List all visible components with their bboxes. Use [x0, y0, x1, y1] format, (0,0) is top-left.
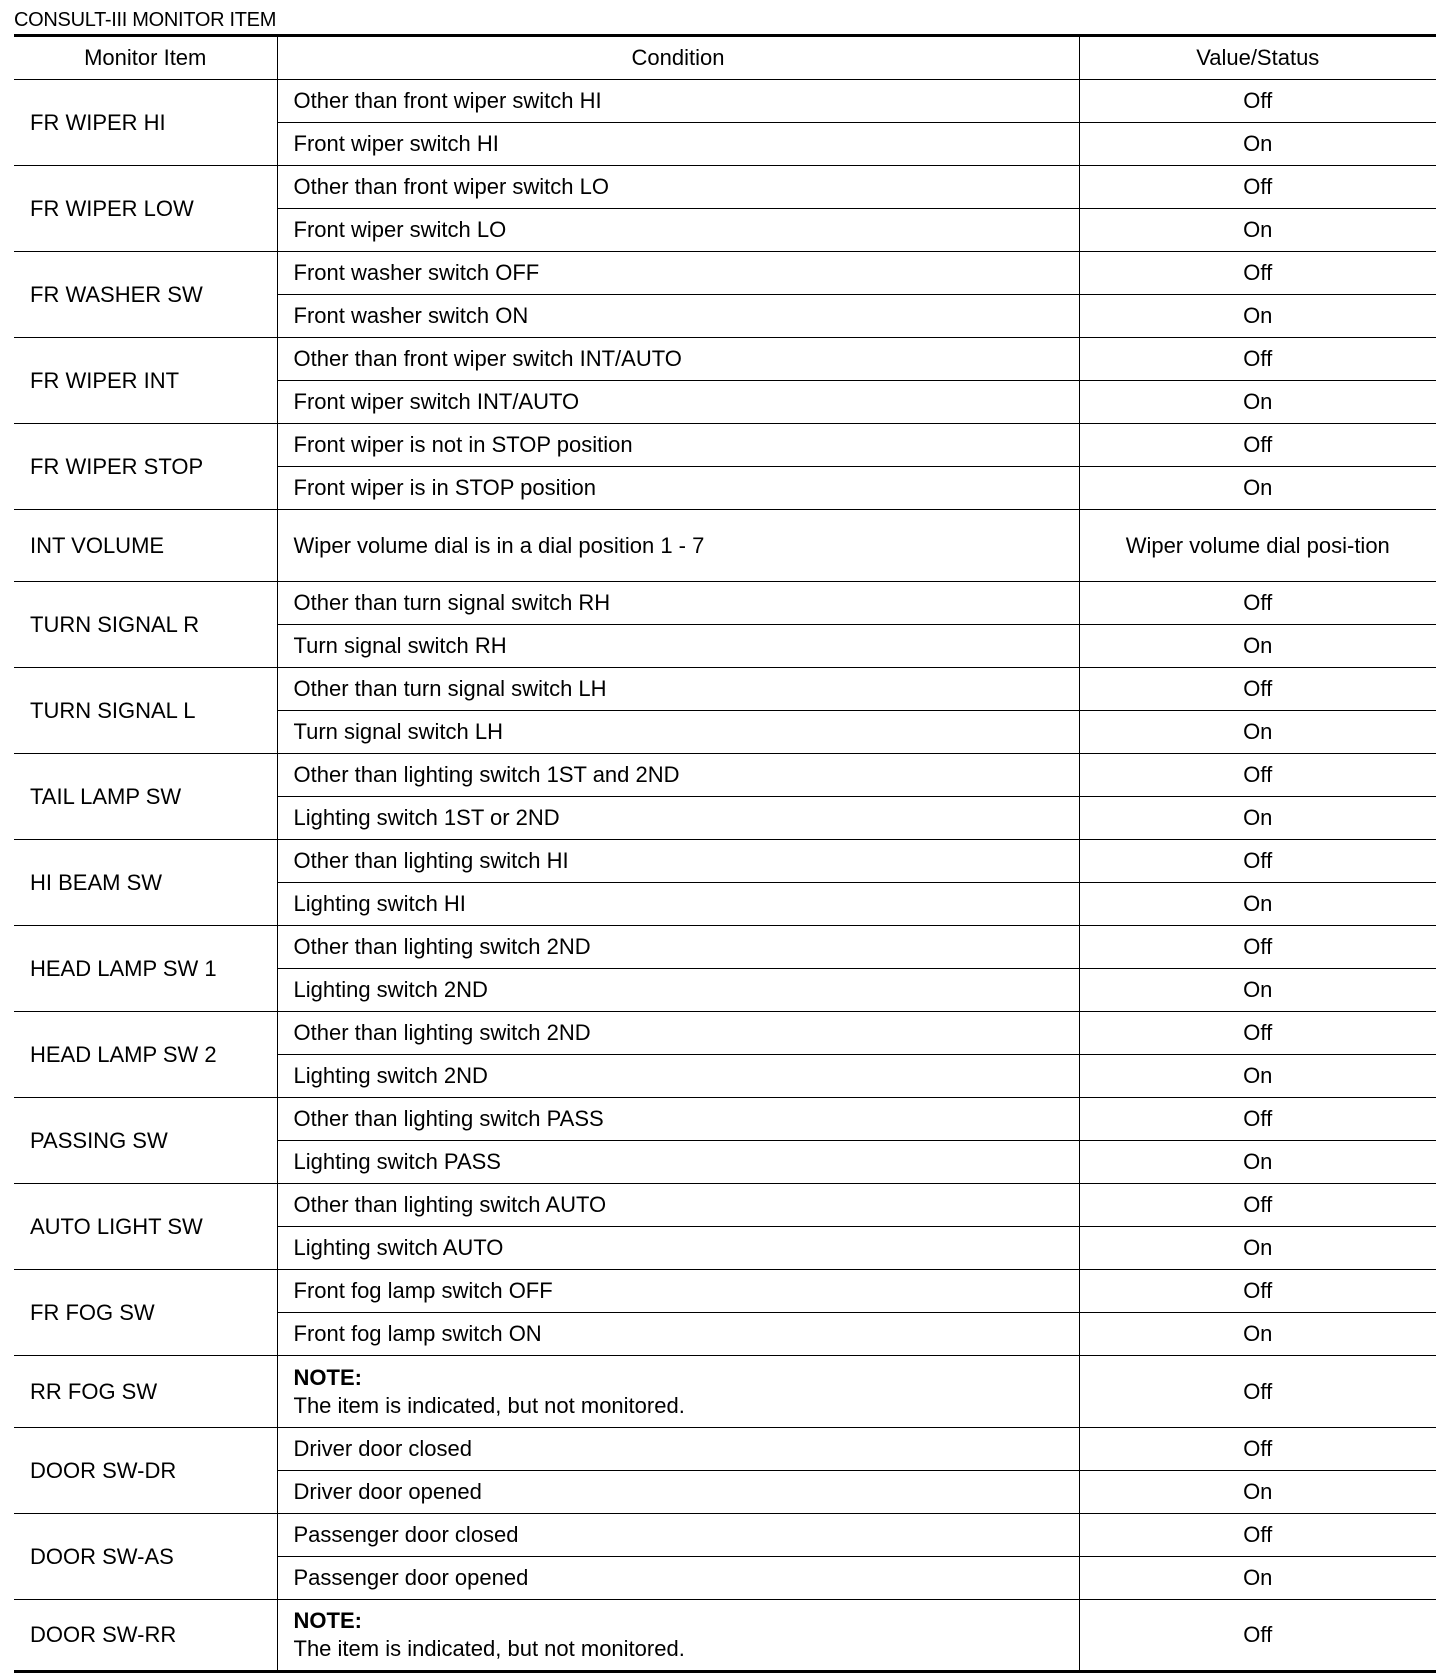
value-status-cell: Off — [1079, 424, 1436, 467]
value-status-cell: On — [1079, 1141, 1436, 1184]
monitor-item-cell: FR WIPER LOW — [14, 166, 277, 252]
condition-cell: Other than lighting switch 2ND — [277, 1012, 1079, 1055]
value-status-cell: Off — [1079, 1600, 1436, 1672]
value-status-cell: On — [1079, 1055, 1436, 1098]
condition-cell: Passenger door closed — [277, 1514, 1079, 1557]
condition-cell: Front wiper switch INT/AUTO — [277, 381, 1079, 424]
value-status-cell: On — [1079, 467, 1436, 510]
condition-cell: Other than lighting switch PASS — [277, 1098, 1079, 1141]
table-row — [14, 668, 1436, 711]
condition-cell: Front washer switch OFF — [277, 252, 1079, 295]
value-status-cell: On — [1079, 1557, 1436, 1600]
table-row — [14, 338, 1436, 381]
table-row — [14, 582, 1436, 625]
condition-cell: Lighting switch 1ST or 2ND — [277, 797, 1079, 840]
monitor-item-cell: FR WIPER STOP — [14, 424, 277, 510]
value-status-cell: On — [1079, 381, 1436, 424]
table-body — [14, 80, 1436, 1672]
monitor-item-cell: DOOR SW-DR — [14, 1428, 277, 1514]
table-row — [14, 1428, 1436, 1471]
monitor-item-cell: HI BEAM SW — [14, 840, 277, 926]
value-status-cell: On — [1079, 625, 1436, 668]
value-status-cell: Off — [1079, 754, 1436, 797]
monitor-item-cell: FR FOG SW — [14, 1270, 277, 1356]
header-row — [14, 36, 1436, 80]
condition-cell: Other than front wiper switch LO — [277, 166, 1079, 209]
value-status-cell: On — [1079, 1313, 1436, 1356]
monitor-item-cell: TURN SIGNAL R — [14, 582, 277, 668]
value-status-cell: Off — [1079, 80, 1436, 123]
condition-cell: Wiper volume dial is in a dial position 1 - 7 — [277, 510, 1079, 582]
condition-cell: Front wiper is not in STOP position — [277, 424, 1079, 467]
table-row — [14, 840, 1436, 883]
condition-cell: Other than turn signal switch LH — [277, 668, 1079, 711]
condition-cell: Other than front wiper switch HI — [277, 80, 1079, 123]
value-status-cell: Wiper volume dial posi-tion — [1079, 510, 1436, 582]
value-status-cell: On — [1079, 295, 1436, 338]
monitor-item-cell: HEAD LAMP SW 1 — [14, 926, 277, 1012]
value-status-cell: Off — [1079, 166, 1436, 209]
condition-cell — [277, 1356, 1079, 1428]
table-row — [14, 252, 1436, 295]
table-row — [14, 1514, 1436, 1557]
condition-cell: Passenger door opened — [277, 1557, 1079, 1600]
table-row — [14, 1012, 1436, 1055]
note-label: NOTE: — [293, 1364, 362, 1390]
monitor-item-cell: AUTO LIGHT SW — [14, 1184, 277, 1270]
value-status-cell: Off — [1079, 840, 1436, 883]
monitor-item-cell: TAIL LAMP SW — [14, 754, 277, 840]
condition-cell: Turn signal switch RH — [277, 625, 1079, 668]
condition-cell: Other than turn signal switch RH — [277, 582, 1079, 625]
monitor-item-cell: FR WASHER SW — [14, 252, 277, 338]
value-status-cell: Off — [1079, 926, 1436, 969]
value-status-cell: On — [1079, 209, 1436, 252]
table-row — [14, 424, 1436, 467]
table-row — [14, 1098, 1436, 1141]
table-row — [14, 1270, 1436, 1313]
condition-cell: Front wiper is in STOP position — [277, 467, 1079, 510]
note-text: The item is indicated, but not monitored. — [293, 1636, 685, 1661]
condition-cell: Lighting switch 2ND — [277, 1055, 1079, 1098]
monitor-item-cell: TURN SIGNAL L — [14, 668, 277, 754]
value-status-cell: On — [1079, 969, 1436, 1012]
condition-cell: Front washer switch ON — [277, 295, 1079, 338]
condition-cell: Front wiper switch HI — [277, 123, 1079, 166]
condition-cell — [277, 1600, 1079, 1672]
table-row — [14, 80, 1436, 123]
note-text: The item is indicated, but not monitored. — [293, 1392, 685, 1418]
condition-cell: Other than lighting switch 1ST and 2ND — [277, 754, 1079, 797]
table-row — [14, 754, 1436, 797]
value-status-cell: Off — [1079, 668, 1436, 711]
monitor-item-cell: FR WIPER INT — [14, 338, 277, 424]
condition-cell: Turn signal switch LH — [277, 711, 1079, 754]
monitor-item-cell: PASSING SW — [14, 1098, 277, 1184]
table-row — [14, 510, 1436, 582]
condition-cell: Other than front wiper switch INT/AUTO — [277, 338, 1079, 381]
monitor-item-cell: INT VOLUME — [14, 510, 277, 582]
condition-cell: Other than lighting switch HI — [277, 840, 1079, 883]
value-status-cell: Off — [1079, 1184, 1436, 1227]
note-label: NOTE: — [293, 1608, 362, 1633]
value-status-cell: On — [1079, 1227, 1436, 1270]
value-status-cell: Off — [1079, 252, 1436, 295]
condition-cell: Front fog lamp switch ON — [277, 1313, 1079, 1356]
table-row — [14, 1184, 1436, 1227]
condition-cell: Lighting switch 2ND — [277, 969, 1079, 1012]
header-monitor-item: Monitor Item — [14, 36, 277, 80]
monitor-item-table — [14, 34, 1436, 1673]
table-row — [14, 166, 1436, 209]
condition-cell: Front wiper switch LO — [277, 209, 1079, 252]
value-status-cell: On — [1079, 123, 1436, 166]
condition-cell: Other than lighting switch AUTO — [277, 1184, 1079, 1227]
condition-cell: Lighting switch AUTO — [277, 1227, 1079, 1270]
value-status-cell: Off — [1079, 1098, 1436, 1141]
header-condition: Condition — [277, 36, 1079, 80]
table-row — [14, 1356, 1436, 1428]
header-value-status: Value/Status — [1079, 36, 1436, 80]
value-status-cell: Off — [1079, 1356, 1436, 1428]
table-caption: CONSULT-III MONITOR ITEM — [14, 9, 277, 31]
value-status-cell: On — [1079, 797, 1436, 840]
value-status-cell: Off — [1079, 1428, 1436, 1471]
monitor-item-cell: RR FOG SW — [14, 1356, 277, 1428]
monitor-item-cell: HEAD LAMP SW 2 — [14, 1012, 277, 1098]
monitor-item-cell: DOOR SW-RR — [14, 1600, 277, 1672]
condition-cell: Driver door opened — [277, 1471, 1079, 1514]
condition-cell: Driver door closed — [277, 1428, 1079, 1471]
condition-cell: Lighting switch HI — [277, 883, 1079, 926]
value-status-cell: On — [1079, 711, 1436, 754]
value-status-cell: Off — [1079, 338, 1436, 381]
value-status-cell: Off — [1079, 582, 1436, 625]
condition-cell: Front fog lamp switch OFF — [277, 1270, 1079, 1313]
monitor-item-cell: DOOR SW-AS — [14, 1514, 277, 1600]
value-status-cell: Off — [1079, 1012, 1436, 1055]
value-status-cell: On — [1079, 1471, 1436, 1514]
table-row — [14, 926, 1436, 969]
condition-cell: Lighting switch PASS — [277, 1141, 1079, 1184]
value-status-cell: Off — [1079, 1514, 1436, 1557]
value-status-cell: On — [1079, 883, 1436, 926]
condition-cell: Other than lighting switch 2ND — [277, 926, 1079, 969]
monitor-item-cell: FR WIPER HI — [14, 80, 277, 166]
value-status-cell: Off — [1079, 1270, 1436, 1313]
table-row — [14, 1600, 1436, 1672]
